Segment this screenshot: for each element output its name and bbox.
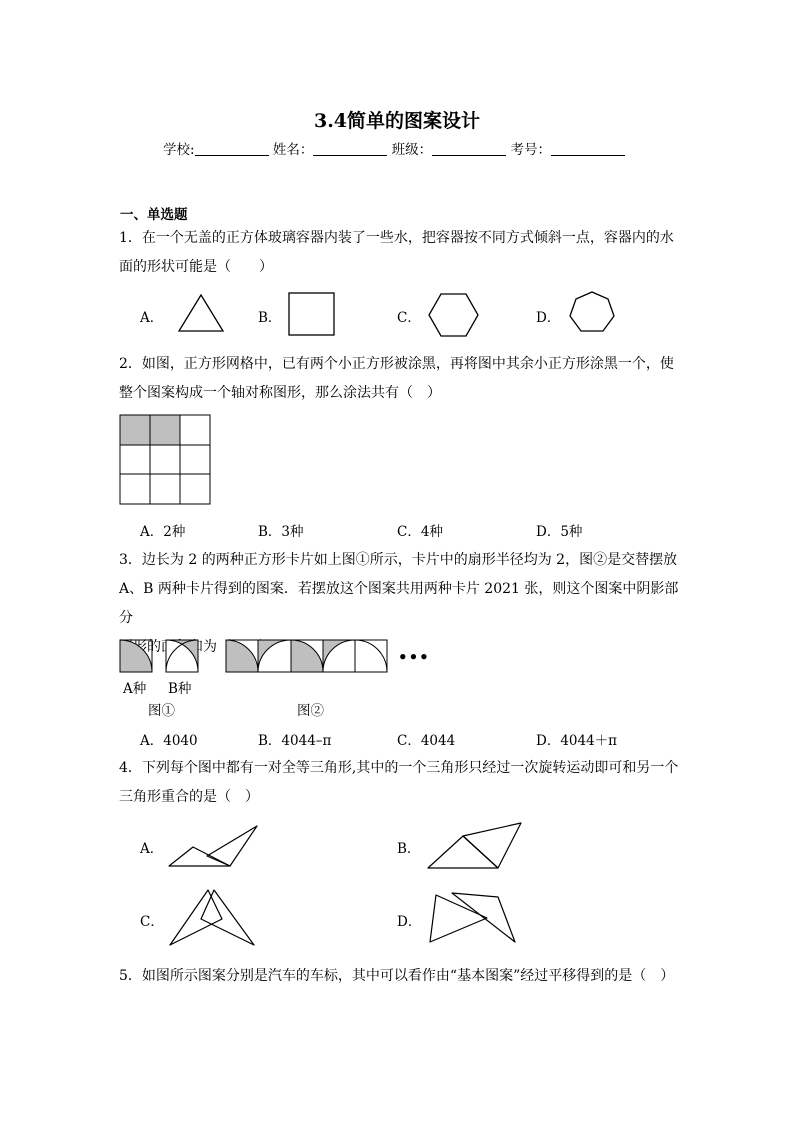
q2-line1: 2．如图，正方形网格中，已有两个小正方形被涂黑，再将图中其余小正方形涂黑一个，使 (119, 356, 674, 372)
q2-option-c: C．4种 (397, 524, 443, 540)
q1-option-d: D． (536, 310, 561, 326)
q4-option-b: B． (397, 841, 421, 857)
q4-line1: 4．下列每个图中都有一对全等三角形,其中的一个三角形只经过一次旋转运动即可和另一个 (119, 760, 679, 776)
q2-option-b: B．3种 (258, 524, 304, 540)
q3-option-d: D．4044＋π (536, 733, 618, 749)
q3-line1: 3．边长为 2 的两种正方形卡片如上图①所示，卡片中的扇形半径均为 2，图②是交替摆放 (119, 552, 678, 568)
card-b-label: B种 (168, 681, 192, 697)
q4-figure-c (170, 890, 254, 945)
q4-option-d: D． (397, 914, 422, 930)
q1-line1: 1．在一个无盖的正方体玻璃容器内装了一些水，把容器按不同方式倾斜一点，容器内的水 (119, 230, 674, 246)
q4-figure-b (428, 823, 521, 868)
q1-option-b: B． (258, 310, 282, 326)
name-label: 姓名： (272, 142, 314, 158)
class-label: 班级： (391, 142, 433, 158)
q4-option-a: A． (140, 841, 164, 857)
q2-option-d: D．5种 (536, 524, 583, 540)
q3-option-a: A．4040 (140, 733, 198, 749)
q5-text (119, 962, 699, 991)
q4-option-c: C． (140, 914, 164, 930)
q4-figure-d (430, 893, 515, 942)
q1-line2: 面的形状可能是（ ） (119, 259, 273, 275)
card-a-label: A种 (123, 681, 147, 697)
figure-2-label: 图② (297, 703, 324, 719)
q5-line1: 5．如图所示图案分别是汽车的车标，其中可以看作由“基本图案”经过平移得到的是（ ） (119, 968, 675, 984)
q4-line2: 三角形重合的是（ ） (119, 789, 259, 805)
q3-option-c: C．4044 (397, 733, 456, 749)
q3-line2: A、B 两种卡片得到的图案．若摆放这个图案共用两种卡片 2021 张，则这个图案中阴影部分 (119, 581, 679, 626)
q2-option-a: A．2种 (140, 524, 186, 540)
school-label: 学校: (163, 142, 195, 158)
number-label: 考号： (510, 142, 551, 158)
q1-option-a: A． (140, 310, 164, 326)
page-title: 3.4简单的图案设计 (313, 110, 481, 132)
q4-figure-a (169, 826, 257, 866)
continuation-dots: ••• (398, 648, 430, 666)
figure-1-label: 图① (148, 703, 175, 719)
q2-line2: 整个图案构成一个轴对称图形，那么涂法共有（ ） (119, 385, 441, 401)
q3-option-b: B．4044–π (258, 733, 332, 749)
q1-option-c: C． (397, 310, 421, 326)
section-heading: 一、单选题 (120, 207, 188, 223)
